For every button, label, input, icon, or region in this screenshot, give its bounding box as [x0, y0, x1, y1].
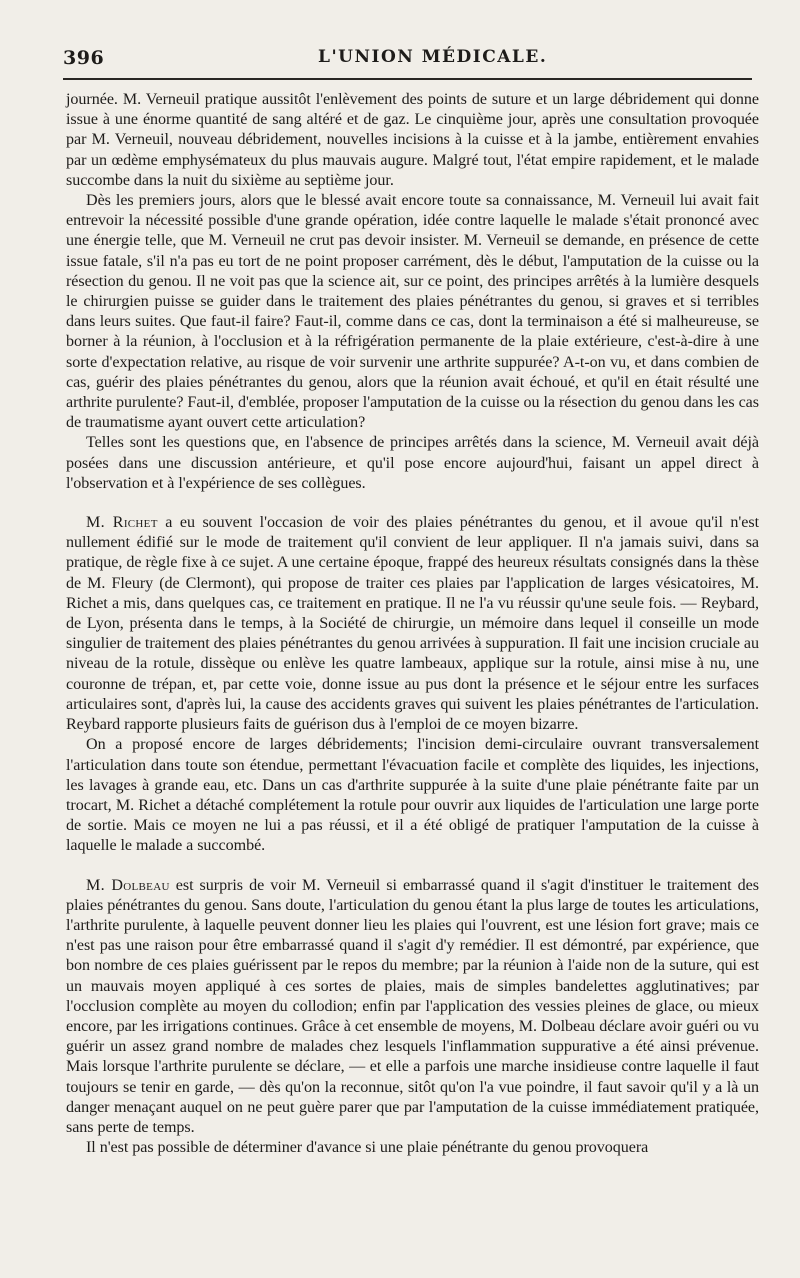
header-divider [63, 78, 752, 80]
paragraph-3 [66, 433, 759, 494]
article-body [66, 90, 759, 1158]
page-number: 396 [63, 47, 105, 69]
paragraph-text: Il n'est pas possible de déterminer d'avance si une plaie pénétrante du genou provoquera [86, 1139, 649, 1157]
paragraph-text: est surpris de voir M. Verneuil si embarrassé quand il s'agit d'instituer le traitement des plaies pénétrantes du genou. Sans doute, l'articulation du genou étant la plus large de toutes les articulations, l'arthrite purulente, à laquelle peuvent donner lieu les plaies qui l'ouvrent, est une lésion fort grave; mais ce n'est pas une raison pour être embarrassé quand il s'agit d'y remédier. Il est démontré, par expérience, que bon nombre de ces plaies guérissent par le repos du membre; par la réunion à l'aide non de la suture, qui est un mauvais moyen appliqué à ces sortes de plaies, mais de simples bandelettes agglutinatives; par l'occlusion complète au moyen du collodion; enfin par l'application des vessies pleines de glace, ou mieux encore, par les irrigations continues. Grâce à cet ensemble de moyens, M. Dolbeau déclare avoir guéri ou vu guérir un assez grand nombre de malades chez lesquels l'inflammation suppurative a été ainsi prévenue. Mais lorsque l'arthrite purulente se déclare, — et elle a parfois une marche insidieuse contre laquelle il faut toujours se tenir en garde, — dès qu'on la reconnue, sitôt qu'on l'a vue poindre, il faut savoir qu'il y a là un danger menaçant auquel on ne peut guère parer que par l'amputation de la cuisse immédiatement pratiquée, sans perte de temps. [66, 876, 759, 1136]
paragraph-text: Dès les premiers jours, alors que le blessé avait encore toute sa connaissance, M. Verneuil lui avait fait entrevoir la nécessité possible d'une grande opération, idée contre laquelle le malade s'était prononcé avec une énergie telle, que M. Verneuil ne crut pas devoir insister. M. Verneuil se demande, en présence de cette issue fatale, s'il n'a pas eu tort de ne point proposer carrément, dès le début, l'amputation de la cuisse ou la résection du genou. Il ne voit pas que la science ait, sur ce point, des principes arrêtés à la lumière desquels le chirurgien puisse se guider dans le traitement des plaies pénétrantes du genou, si graves et si terribles dans leurs suites. Que faut-il faire? Faut-il, comme dans ce cas, dont la terminaison a été si malheureuse, se borner à la réunion, à l'occlusion et à la réfrigération permanente de la plaie extérieure, c'est-à-dire à une sorte d'expectation relative, au risque de voir survenir une arthrite suppurée? A-t-on vu, et dans combien de cas, guérir des plaies pénétrantes du genou, alors que la réunion avait échoué, et qu'il en était résulté une arthrite purulente? Faut-il, d'emblée, proposer l'amputation de la cuisse ou la résection du genou dans les cas de traumatisme ayant ouvert cette articulation? [66, 192, 759, 432]
paragraph-text: a eu souvent l'occasion de voir des plaies pénétrantes du genou, et il avoue qu'il n'est nullement édifié sur le mode de traitement qu'il convient de leur appliquer. Il n'a jamais suivi, dans sa pratique, de règle fixe à ce sujet. A une certaine époque, frappé des heureux résultats consignés dans la thèse de M. Fleury (de Clermont), qui propose de traiter ces plaies par l'application de larges vésicatoires, M. Richet a mis, dans quelques cas, ce traitement en pratique. Il ne l'a vu réussir qu'une seule fois. — Reybard, de Lyon, présenta dans le temps, à la Société de chirurgie, un mémoire dans lequel il conseille un mode singulier de traitement des plaies pénétrantes du genou arrivées à suppuration. Il fait une incision cruciale au niveau de la rotule, dissèque ou enlève les quatre lambeaux, applique sur la rotule, ainsi mise à nu, une couronne de trépan, et, par cette voie, donne issue au pus dont la présence et le séjour entre les surfaces articulaires sont, d'après lui, la cause des accidents graves qui suivent les plaies pénétrantes de l'articulation. Reybard rapporte plusieurs faits de guérison dus à l'emploi de ce moyen bizarre. [66, 514, 759, 734]
paragraph-2 [66, 191, 759, 433]
speaker-name: M. Richet [86, 514, 158, 532]
paragraph-1 [66, 90, 759, 191]
paragraph-text: On a proposé encore de larges débridements; l'incision demi-circulaire ouvrant transversalement l'articulation dans toute son étendue, permettant l'évacuation facile et complète des liquides, les injections, les lavages à grande eau, etc. Dans un cas d'arthrite suppurée à la suite d'une plaie pénétrante faite par un trocart, M. Richet a détaché complétement la rotule pour ouvrir aux liquides de l'articulation une large porte de sortie. Mais ce moyen ne lui a pas réussi, et il a été obligé de pratiquer l'amputation de la cuisse à laquelle le malade a succombé. [66, 736, 759, 855]
paragraph-dolbeau [66, 876, 759, 1139]
paragraph-7 [66, 1138, 759, 1158]
page-header [63, 47, 752, 73]
paragraph-text: journée. M. Verneuil pratique aussitôt l'enlèvement des points de suture et un large débridement qui donne issue à une énorme quantité de sang altéré et de gaz. Le cinquième jour, après une consultation provoquée par M. Verneuil, nouveau débridement, nouvelles incisions à la cuisse et à la jambe, entièrement envahies par un œdème emphysémateux du plus mauvais augure. Malgré tout, l'état empire rapidement, et le malade succombe dans la nuit du sixième au septième jour. [66, 91, 759, 189]
paragraph-text: Telles sont les questions que, en l'absence de principes arrêtés dans la science, M. Verneuil avait déjà posées dans une discussion antérieure, et qu'il pose encore aujourd'hui, faisant un appel direct à l'observation et à l'expérience de ses collègues. [66, 434, 759, 492]
paragraph-richet [66, 513, 759, 735]
speaker-name: M. Dolbeau [86, 876, 170, 894]
paragraph-5 [66, 735, 759, 856]
running-title: L'UNION MÉDICALE. [318, 47, 548, 67]
